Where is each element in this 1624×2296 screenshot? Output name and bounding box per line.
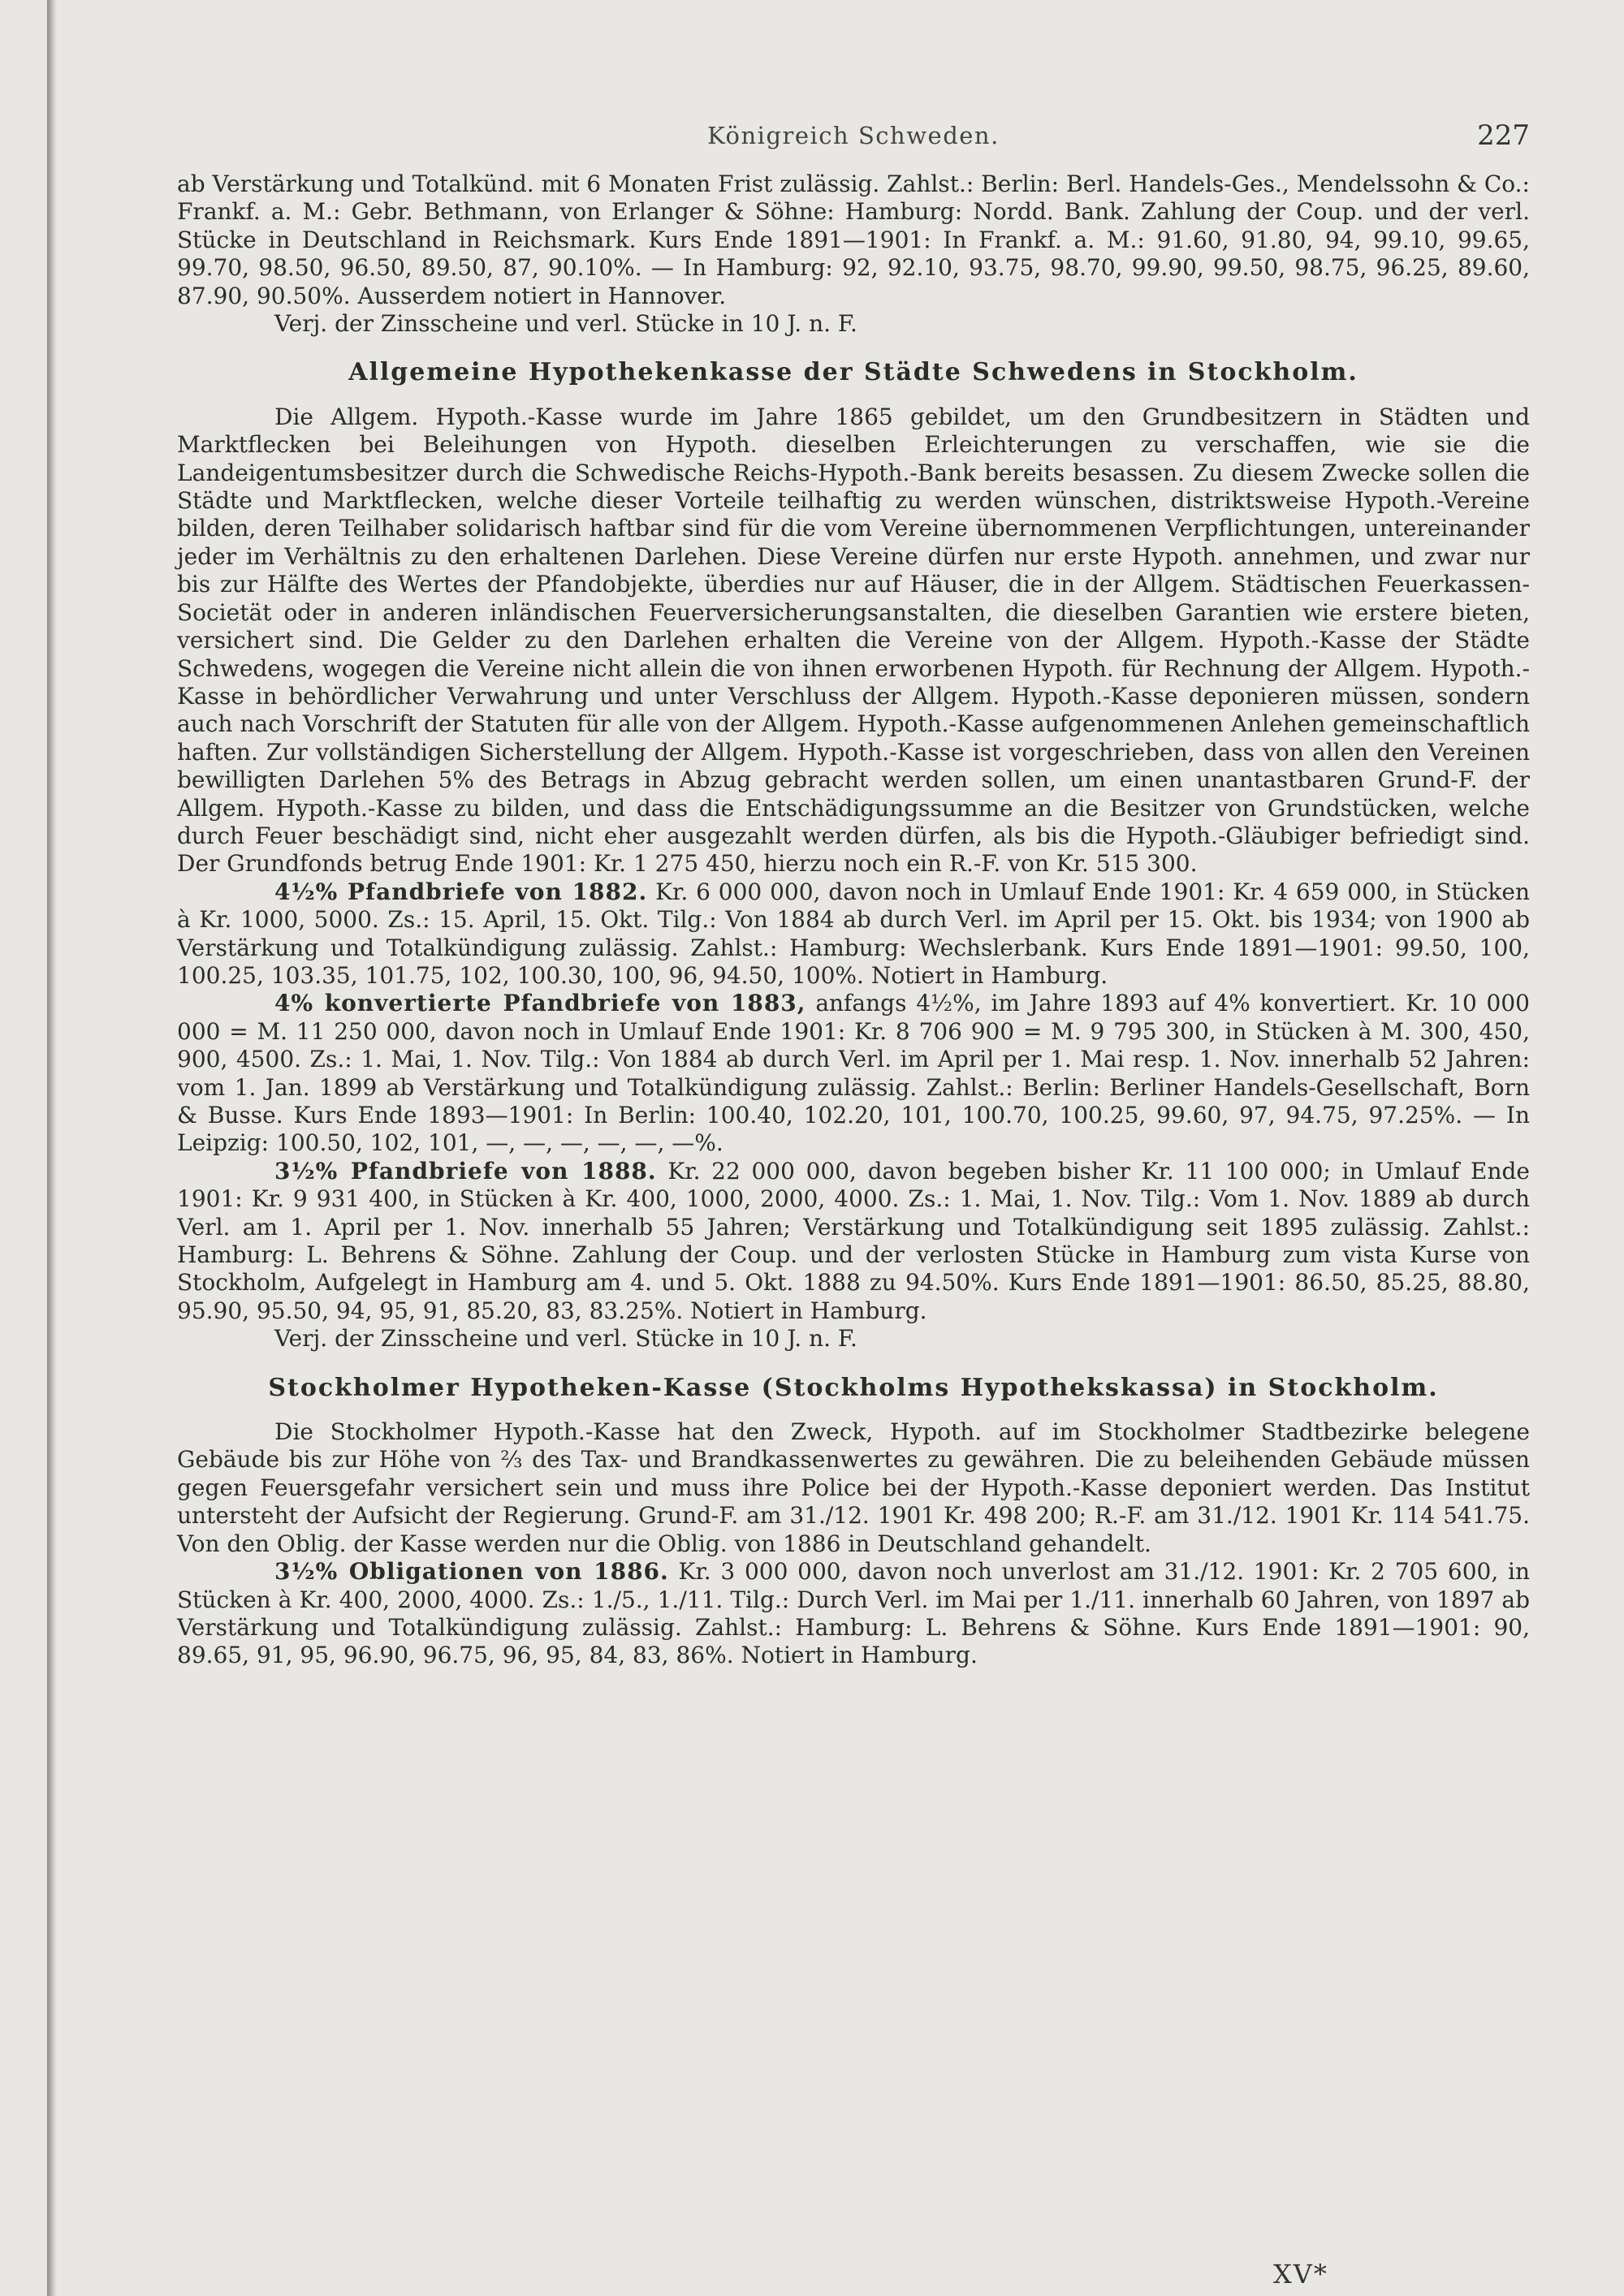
bond-text: Kr. 3 000 000, davon noch unverlost am 31./12. 1901: Kr. 2 705 600, in Stücken à Kr. 400, 2000, 4000. Zs.: 1./5., 1./11. Tilg.: Durch Verl. im Mai per 1./11. innerhalb 60 Jahren, von 1897 ab Verstärkung und Totalkündigung zulässig. Zahlst.: Hamburg: L. Behrens & Söhne. Kurs Ende 1891—1901: 90, 89.65, 91, 95, 96.90, 96.75, 96, 95, 84, 83, 86%. Notiert in Hamburg. [177,1558,1530,1669]
bond-title: 4½% Pfandbriefe von 1882. [274,878,648,905]
bond-text: Kr. 6 000 000, davon noch in Umlauf Ende 1901: Kr. 4 659 000, in Stücken à Kr. 1000, 5000. Zs.: 15. April, 15. Okt. Tilg.: Von 1884 ab durch Verl. im April per 15. Okt. bis 1934; von 1900 ab Verstärkung und Totalkündigung zulässig. Zahlst.: Hamburg: Wechslerbank. Kurs Ende 1891—1901: 99.50, 100, 100.25, 103.35, 101.75, 102, 100.30, 100, 96, 94.50, 100%. Notiert in Hamburg. [177,878,1530,989]
section1-verjaehrung: Verj. der Zinsscheine und verl. Stücke in 10 J. n. F. [274,1325,857,1353]
bond-title: 4% konvertierte Pfandbriefe von 1883, [274,990,806,1017]
section-heading-stockholmer-hypotheken-kasse: Stockholmer Hypotheken-Kasse (Stockholms Hypothekskassa) in Stockholm. [268,1373,1439,1402]
bond-entry-1883 [177,990,1530,1157]
intro-paragraph: ab Verstärkung und Totalkünd. mit 6 Monaten Frist zulässig. Zahlst.: Berlin: Berl. Handels-Ges., Mendelssohn & Co.: Frankf. a. M.: Gebr. Bethmann, von Erlanger & Söhne: Hamburg: Nordd. Bank. Zahlung der Coup. und der verl. Stücke in Deutschland in Reichsmark. Kurs Ende 1891—1901: In Frankf. a. M.: 91.60, 91.80, 94, 99.10, 99.65, 99.70, 98.50, 96.50, 89.50, 87, 90.10%. — In Hamburg: 92, 92.10, 93.75, 98.70, 99.90, 99.50, 98.75, 96.25, 89.60, 87.90, 90.50%. Ausserdem notiert in Hannover. [177,170,1530,309]
bond-entry-1886 [177,1558,1530,1670]
intro-verjaehrung: Verj. der Zinsscheine und verl. Stücke in 10 J. n. F. [274,310,857,338]
bond-text: Kr. 22 000 000, davon begeben bisher Kr. 11 100 000; in Umlauf Ende 1901: Kr. 9 931 400, in Stücken à Kr. 400, 1000, 2000, 4000. Zs.: 1. Mai, 1. Nov. Tilg.: Vom 1. Nov. 1889 ab durch Verl. am 1. April per 1. Nov. innerhalb 55 Jahren; Verstärkung und Totalkündigung seit 1895 zulässig. Zahlst.: Hamburg: L. Behrens & Söhne. Zahlung der Coup. und der verlosten Stücke in Hamburg zum vista Kurse von Stockholm, Aufgelegt in Hamburg am 4. und 5. Okt. 1888 zu 94.50%. Kurs Ende 1891—1901: 86.50, 85.25, 88.80, 95.90, 95.50, 94, 95, 91, 85.20, 83, 83.25%. Notiert in Hamburg. [177,1157,1530,1324]
section-heading-allgemeine-hypothekenkasse: Allgemeine Hypothekenkasse der Städte Schwedens in Stockholm. [348,358,1358,387]
book-page [177,119,1530,1670]
bond-text: anfangs 4½%, im Jahre 1893 auf 4% konvertiert. Kr. 10 000 000 = M. 11 250 000, davon noch in Umlauf Ende 1901: Kr. 8 706 900 = M. 9 795 300, in Stücken à M. 300, 450, 900, 4500. Zs.: 1. Mai, 1. Nov. Tilg.: Von 1884 ab durch Verl. im April per 1. Mai resp. 1. Nov. innerhalb 52 Jahren: vom 1. Jan. 1899 ab Verstärkung und Totalkündigung zulässig. Zahlst.: Berlin: Berliner Handels-Gesellschaft, Born & Busse. Kurs Ende 1893—1901: In Berlin: 100.40, 102.20, 101, 100.70, 100.25, 99.60, 97, 94.75, 97.25%. — In Leipzig: 100.50, 102, 101, —, —, —, —, —, —%. [177,990,1530,1157]
section1-body: Die Allgem. Hypoth.-Kasse wurde im Jahre 1865 gebildet, um den Grundbesitzern in Städten und Marktflecken bei Beleihungen von Hypoth. dieselben Erleichterungen zu verschaffen, wie sie die Landeigentumsbesitzer durch die Schwedische Reichs-Hypoth.-Bank bereits besassen. Zu diesem Zwecke sollen die Städte und Marktflecken, welche dieser Vorteile teilhaftig zu werden wünschen, distriktsweise Hypoth.-Vereine bilden, deren Teilhaber solidarisch haftbar sind für die vom Vereine übernommenen Verpflichtungen, untereinander jeder im Verhältnis zu den erhaltenen Darlehen. Diese Vereine dürfen nur erste Hypoth. annehmen, und zwar nur bis zur Hälfte des Wertes der Pfandobjekte, überdies nur auf Häuser, die in der Allgem. Städtischen Feuerkassen-Societät oder in anderen inländischen Feuerversicherungsanstalten, die dieselben Garantien wie erstere bieten, versichert sind. Die Gelder zu den Darlehen erhalten die Vereine von der Allgem. Hypoth.-Kasse der Städte Schwedens, wogegen die Vereine nicht allein die von ihnen erworbenen Hypoth. für Rechnung der Allgem. Hypoth.-Kasse in behördlicher Verwahrung und unter Verschluss der Allgem. Hypoth.-Kasse deponieren müssen, sondern auch nach Vorschrift der Statuten für alle von der Allgem. Hypoth.-Kasse aufgenommenen Anlehen gemeinschaftlich haften. Zur vollständigen Sicherstellung der Allgem. Hypoth.-Kasse ist vorgeschrieben, dass von allen den Vereinen bewilligten Darlehen 5% des Betrags in Abzug gebracht werden sollen, um einen unantastbaren Grund-F. der Allgem. Hypoth.-Kasse zu bilden, und dass die Entschädigungssumme an die Besitzer von Grundstücken, welche durch Feuer beschädigt sind, nicht eher ausgezahlt werden dürfen, als bis die Hypoth.-Gläubiger befriedigt sind. Der Grundfonds betrug Ende 1901: Kr. 1 275 450, hierzu noch ein R.-F. von Kr. 515 300. [177,403,1530,878]
section2-body: Die Stockholmer Hypoth.-Kasse hat den Zweck, Hypoth. auf im Stockholmer Stadtbezirke belegene Gebäude bis zur Höhe von ⅔ des Tax- und Brandkassenwertes zu gewähren. Die zu beleihenden Gebäude müssen gegen Feuersgefahr versichert sein und muss ihre Police bei der Hypoth.-Kasse deponiert werden. Das Institut untersteht der Aufsicht der Regierung. Grund-F. am 31./12. 1901 Kr. 498 200; R.-F. am 31./12. 1901 Kr. 114 541.75. Von den Oblig. der Kasse werden nur die Oblig. von 1886 in Deutschland gehandelt. [177,1418,1530,1557]
bond-entry-1888 [177,1158,1530,1325]
bond-title: 3½% Obligationen von 1886. [274,1558,669,1586]
page-number: 227 [1477,119,1530,152]
bond-entry-1882 [177,878,1530,990]
bond-title: 3½% Pfandbriefe von 1888. [274,1157,657,1185]
running-head-title: Königreich Schweden. [707,122,1000,149]
running-head [177,119,1530,170]
signature-mark: XV* [1273,2259,1328,2290]
page-binding-edge [47,0,57,2296]
